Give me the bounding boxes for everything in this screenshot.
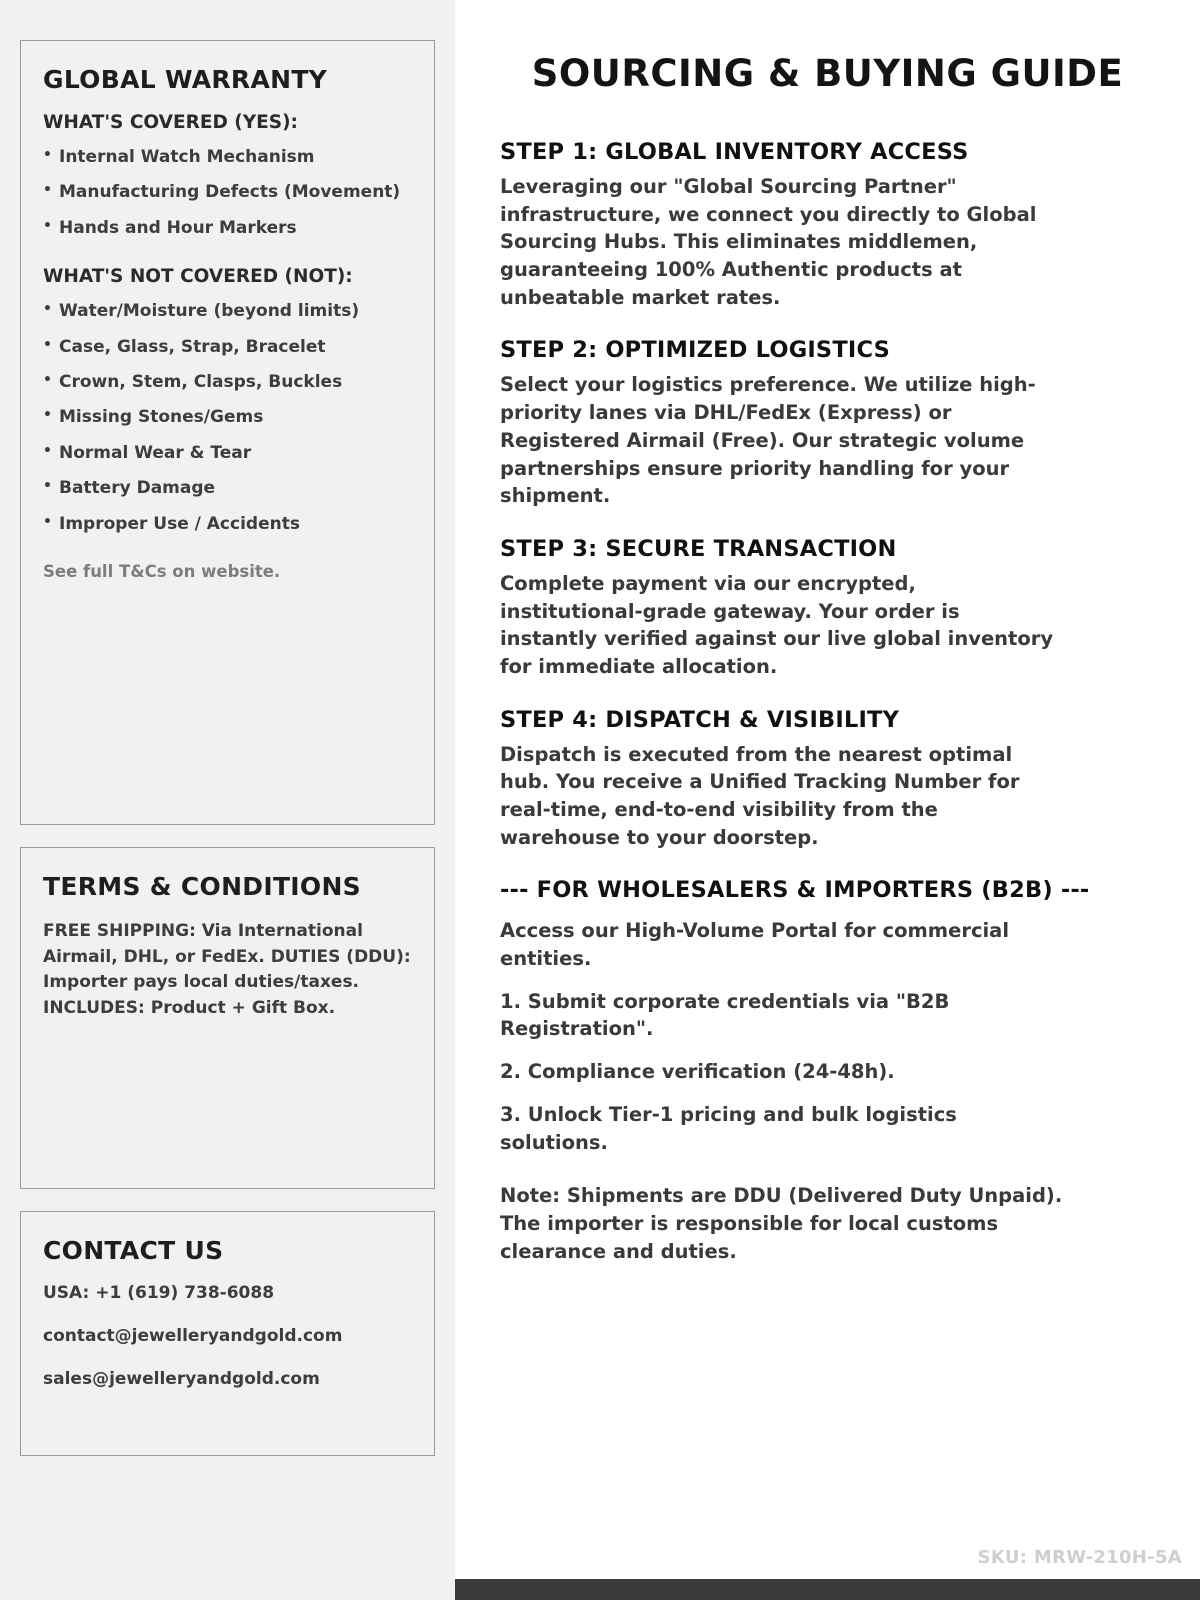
not-covered-list bbox=[43, 301, 412, 534]
not-covered-item: • Battery Damage bbox=[43, 478, 412, 498]
b2b-step-1: 1. Submit corporate credentials via "B2B Registration". bbox=[500, 989, 950, 1041]
footer-bar bbox=[455, 1579, 1200, 1600]
b2b-note: Note: Shipments are DDU (Delivered Duty Unpaid). The importer is responsible for local customs clearance and duties. bbox=[500, 1184, 1063, 1263]
warranty-footnote: See full T&Cs on website. bbox=[43, 561, 281, 581]
b2b-heading: --- FOR WHOLESALERS & IMPORTERS (B2B) --- bbox=[500, 877, 1090, 904]
main-content bbox=[455, 0, 1200, 1600]
contact-email-primary: contact@jewelleryandgold.com bbox=[43, 1326, 343, 1346]
warranty-title: GLOBAL WARRANTY bbox=[43, 65, 328, 94]
warranty-box bbox=[20, 40, 435, 825]
covered-item: • Manufacturing Defects (Movement) bbox=[43, 182, 412, 202]
contact-phone: USA: +1 (619) 738-6088 bbox=[43, 1283, 275, 1303]
not-covered-item: • Case, Glass, Strap, Bracelet bbox=[43, 337, 412, 357]
terms-body: FREE SHIPPING: Via International Airmail, DHL, or FedEx. DUTIES (DDU): Importer pays local duties/taxes. INCLUDES: Product + Gift Box. bbox=[43, 921, 411, 1018]
covered-list bbox=[43, 147, 412, 238]
step-2-heading: STEP 2: OPTIMIZED LOGISTICS bbox=[500, 337, 890, 364]
covered-title: WHAT'S COVERED (YES): bbox=[43, 112, 298, 133]
step-1-body: Leveraging our "Global Sourcing Partner" infrastructure, we connect you directly to Global Sourcing Hubs. This eliminates middlemen, guaranteeing 100% Authentic products at unbeatable market rates. bbox=[500, 175, 1037, 309]
contact-title: CONTACT US bbox=[43, 1236, 224, 1265]
sidebar bbox=[0, 0, 455, 1600]
contact-box bbox=[20, 1211, 435, 1456]
step-3-body: Complete payment via our encrypted, institutional-grade gateway. Your order is instantly verified against our live global inventory for immediate allocation. bbox=[500, 571, 1054, 678]
sku-label: SKU: MRW-210H-5A bbox=[977, 1547, 1182, 1568]
step-3-heading: STEP 3: SECURE TRANSACTION bbox=[500, 535, 897, 562]
covered-item: • Hands and Hour Markers bbox=[43, 218, 412, 238]
not-covered-item: • Missing Stones/Gems bbox=[43, 407, 412, 427]
step-3-section bbox=[500, 536, 1155, 681]
contact-email-sales: sales@jewelleryandgold.com bbox=[43, 1369, 320, 1389]
step-1-heading: STEP 1: GLOBAL INVENTORY ACCESS bbox=[500, 139, 969, 165]
b2b-section bbox=[500, 877, 1155, 1265]
step-4-heading: STEP 4: DISPATCH & VISIBILITY bbox=[500, 706, 900, 733]
b2b-step-2: 2. Compliance verification (24-48h). bbox=[500, 1060, 895, 1084]
not-covered-item: • Improper Use / Accidents bbox=[43, 514, 412, 534]
terms-box bbox=[20, 847, 435, 1189]
page-title: SOURCING & BUYING GUIDE bbox=[531, 52, 1124, 95]
not-covered-title: WHAT'S NOT COVERED (NOT): bbox=[43, 266, 353, 288]
step-2-section bbox=[500, 337, 1155, 509]
step-1-section bbox=[500, 139, 1155, 311]
terms-title: TERMS & CONDITIONS bbox=[43, 872, 361, 901]
sku-wrap bbox=[978, 1547, 1182, 1568]
step-4-body: Dispatch is executed from the nearest optimal hub. You receive a Unified Tracking Number for real-time, end-to-end visibility from the warehouse to your doorstep. bbox=[500, 742, 1020, 849]
step-2-body: Select your logistics preference. We utilize high-priority lanes via DHL/FedEx (Express) or Registered Airmail (Free). Our strategic volume partnerships ensure priority handling for your shipment. bbox=[500, 373, 1036, 508]
b2b-intro: Access our High-Volume Portal for commercial entities. bbox=[500, 919, 1010, 971]
step-4-section bbox=[500, 707, 1155, 852]
not-covered-item: • Crown, Stem, Clasps, Buckles bbox=[43, 372, 412, 392]
b2b-step-3: 3. Unlock Tier-1 pricing and bulk logistics solutions. bbox=[500, 1102, 957, 1154]
not-covered-item: • Normal Wear & Tear bbox=[43, 443, 412, 463]
covered-item: • Internal Watch Mechanism bbox=[43, 147, 412, 167]
not-covered-item: • Water/Moisture (beyond limits) bbox=[43, 301, 412, 321]
